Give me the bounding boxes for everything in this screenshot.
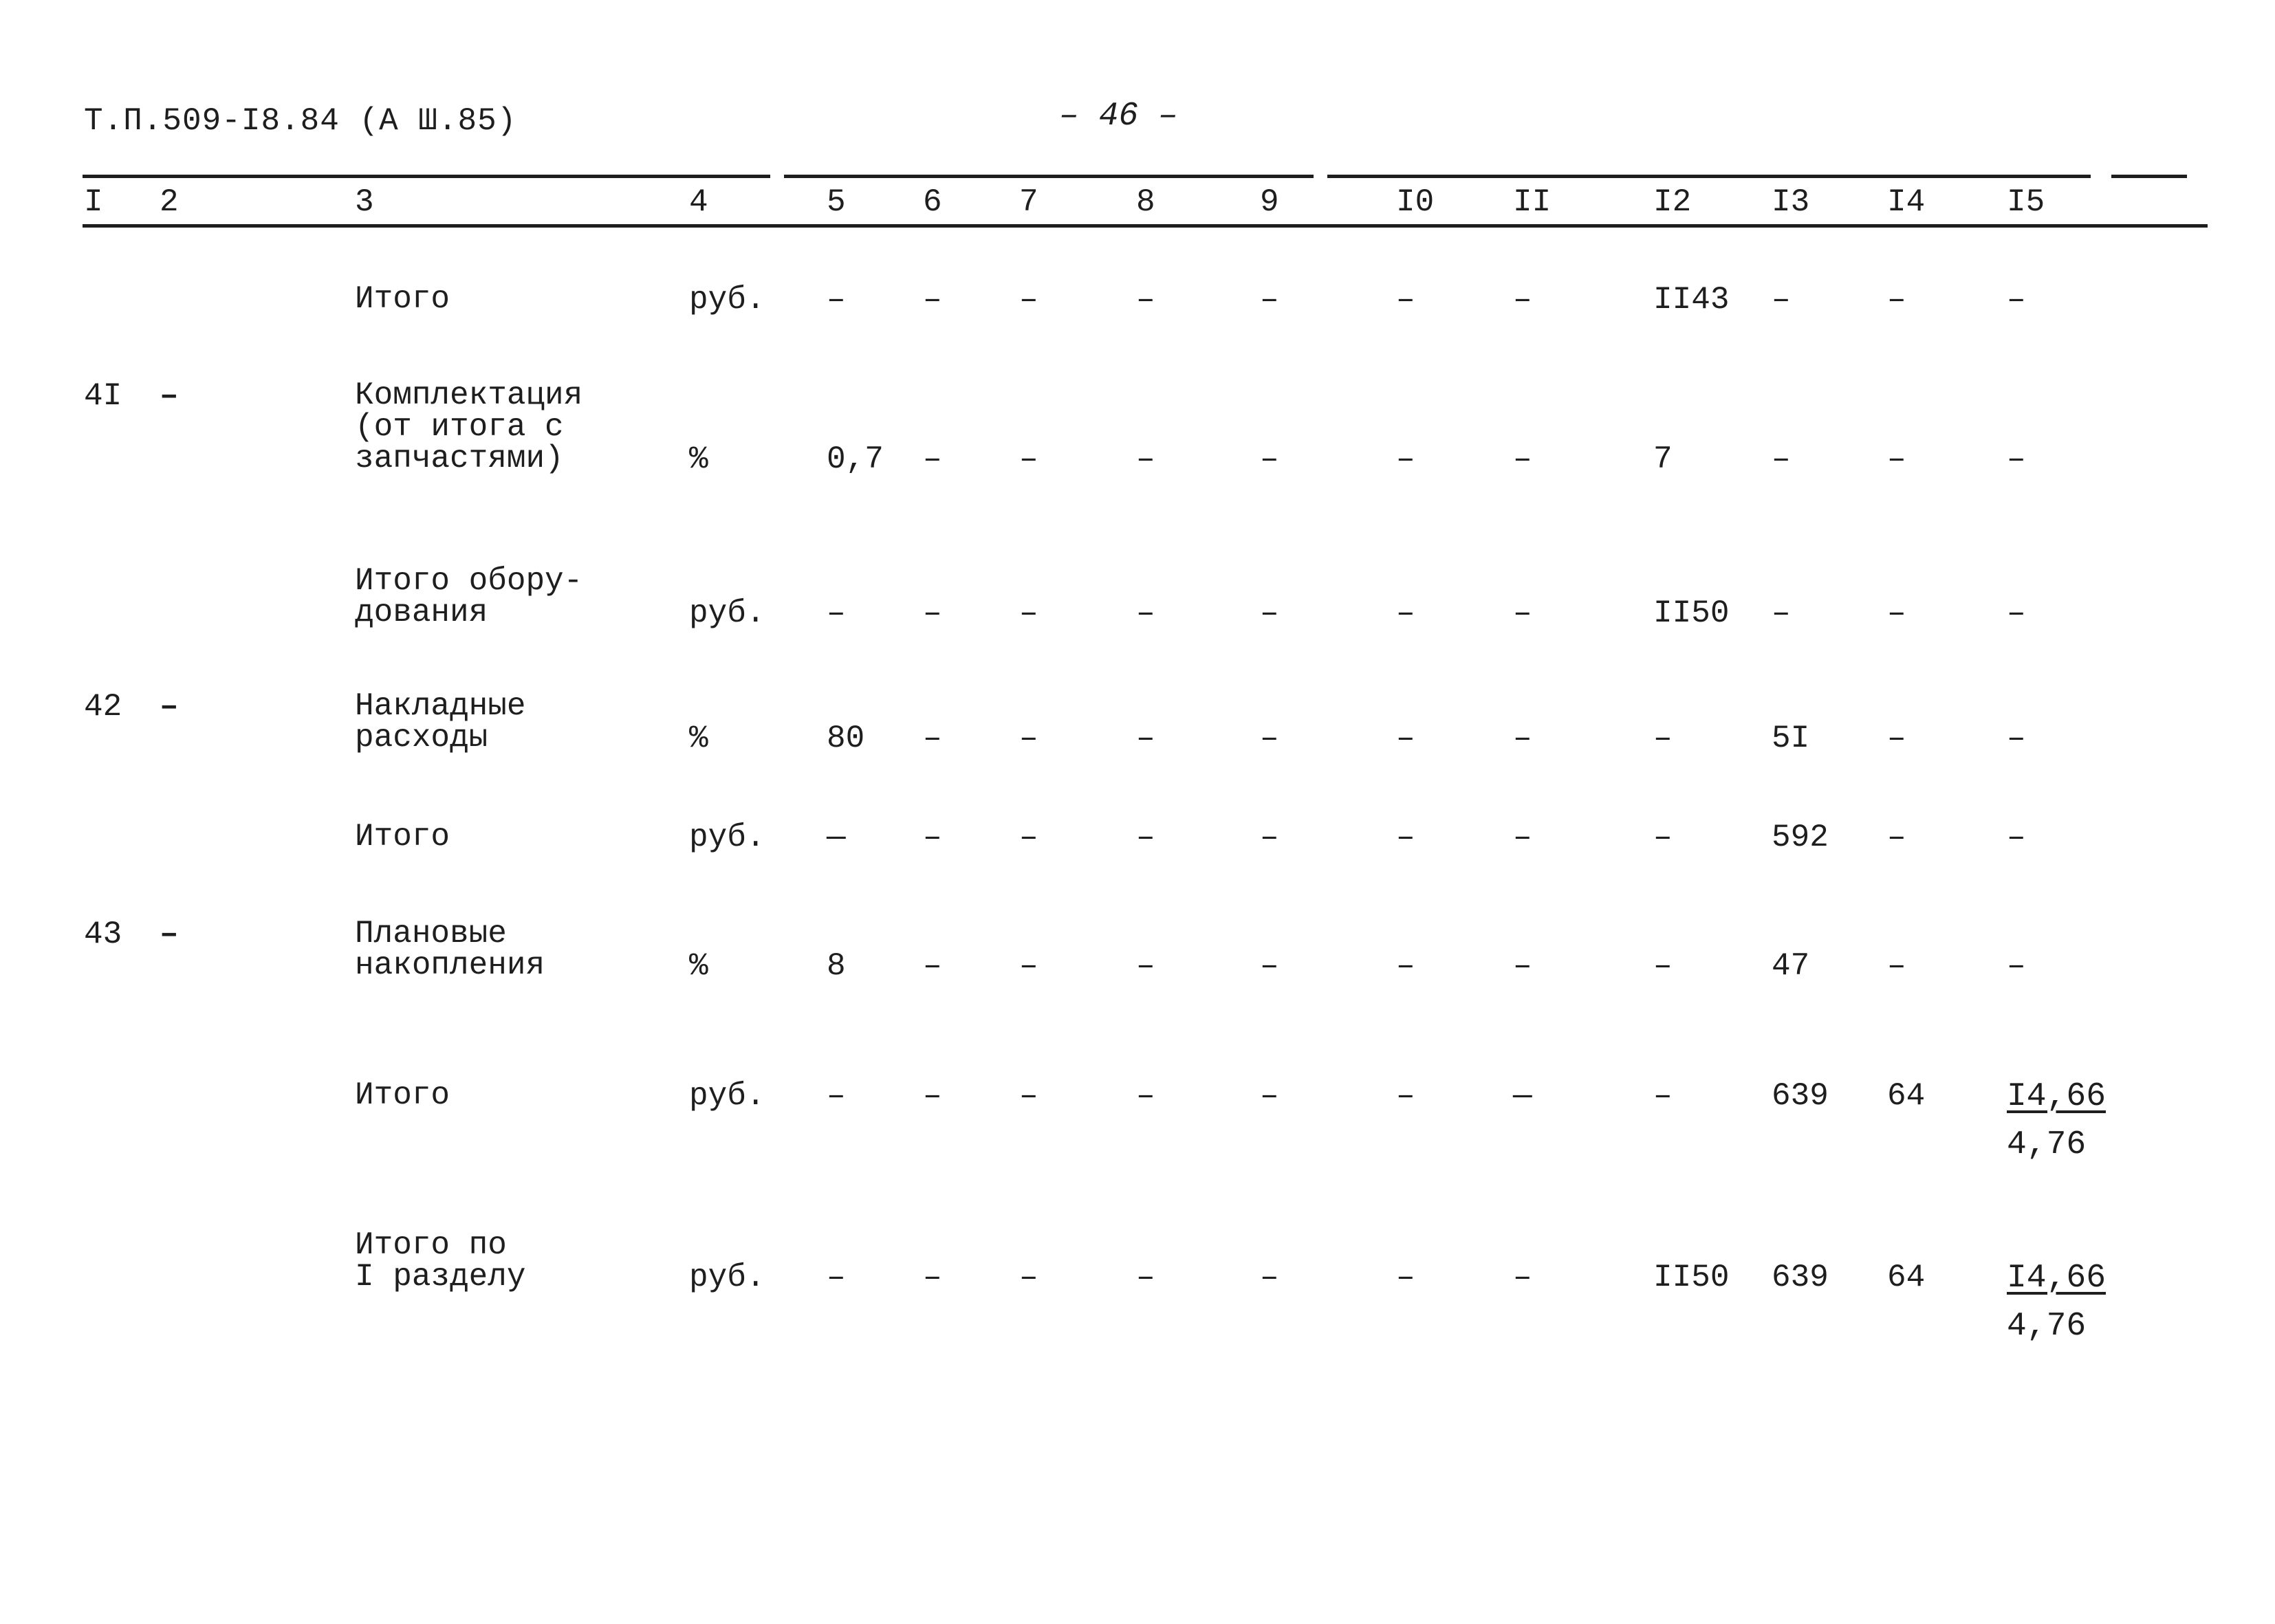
column-header-14: I4: [1887, 184, 1926, 220]
row-value-col-15: –: [2007, 595, 2026, 631]
row-value-col-15: –: [2007, 948, 2026, 984]
row-name: Итого: [355, 281, 450, 317]
row-value-col-8: –: [1136, 282, 1155, 318]
column-header-4: 4: [689, 184, 708, 220]
row-value-col-12: –: [1653, 1078, 1673, 1114]
row-value-col-10: –: [1396, 595, 1415, 631]
row-value-col-7: –: [1019, 1078, 1038, 1114]
row-name: Плановые накопления: [355, 916, 545, 983]
row-value-col-11: –: [1513, 948, 1532, 984]
header-bottom-rule: [83, 224, 2208, 228]
row-value-col-9: –: [1260, 595, 1279, 631]
row-value-col-5: –: [827, 1078, 846, 1114]
row-name: Накладные расходы: [355, 688, 526, 756]
row-value-col-7: –: [1019, 595, 1038, 631]
column-header-13: I3: [1772, 184, 1810, 220]
row-value-col-15: –: [2007, 721, 2026, 756]
row-value-col-7: –: [1019, 441, 1038, 477]
row-unit: руб.: [689, 1260, 765, 1295]
row-unit: руб.: [689, 595, 765, 631]
row-name: Комплектация (от итога с запчастями): [355, 377, 583, 476]
row-value-col-13: –: [1772, 282, 1791, 318]
row-value-col-14: –: [1887, 820, 1906, 855]
row-code: –: [160, 917, 179, 952]
row-value-col-6: –: [923, 1260, 942, 1295]
row-name: Итого: [355, 1077, 450, 1113]
column-header-5: 5: [827, 184, 846, 220]
column-header-3: 3: [355, 184, 374, 220]
row-unit: %: [689, 948, 708, 984]
row-value-col-13: 639: [1772, 1078, 1829, 1114]
row-value-col-6: –: [923, 595, 942, 631]
row-value-col-5: 8: [827, 948, 846, 984]
header-top-rule: [83, 175, 770, 178]
column-header-8: 8: [1136, 184, 1155, 220]
row-value-col-10: –: [1396, 282, 1415, 318]
row-value-col-13: 5I: [1772, 721, 1810, 756]
column-header-7: 7: [1019, 184, 1038, 220]
row-value-col-5: –: [827, 1260, 846, 1295]
row-value-col-14: –: [1887, 948, 1906, 984]
row-value-col-14: –: [1887, 595, 1906, 631]
row-value-col-15: –: [2007, 282, 2026, 318]
row-value-col-6: –: [923, 1078, 942, 1114]
column-header-12: I2: [1653, 184, 1692, 220]
row-value-col-13: –: [1772, 595, 1791, 631]
fraction-denominator: 4,76: [2007, 1308, 2087, 1345]
row-value-col-14: –: [1887, 282, 1906, 318]
row-value-col-9: –: [1260, 282, 1279, 318]
row-value-col-7: –: [1019, 282, 1038, 318]
row-value-col-12: –: [1653, 820, 1673, 855]
row-value-col-11: –: [1513, 441, 1532, 477]
fraction-value: [2007, 1254, 2106, 1350]
row-unit: руб.: [689, 282, 765, 318]
column-header-6: 6: [923, 184, 942, 220]
row-code: –: [160, 378, 179, 414]
column-header-11: II: [1513, 184, 1552, 220]
fraction-value: [2007, 1073, 2106, 1169]
row-value-col-7: –: [1019, 1260, 1038, 1295]
column-header-1: I: [84, 184, 103, 220]
row-value-col-11: –: [1513, 820, 1532, 855]
row-value-col-10: –: [1396, 441, 1415, 477]
row-value-col-13: –: [1772, 441, 1791, 477]
header-top-rule: [1327, 175, 2091, 178]
row-value-col-14: 64: [1887, 1078, 1926, 1114]
row-value-col-8: –: [1136, 721, 1155, 756]
row-name: Итого обору- дования: [355, 563, 583, 630]
row-value-col-5: –: [827, 282, 846, 318]
row-value-col-11: –: [1513, 595, 1532, 631]
row-value-col-10: –: [1396, 948, 1415, 984]
fraction-numerator: I4,66: [2007, 1078, 2107, 1115]
row-value-col-15: –: [2007, 820, 2026, 855]
row-value-col-12: II43: [1653, 282, 1730, 318]
row-value-col-6: –: [923, 721, 942, 756]
column-header-10: I0: [1396, 184, 1435, 220]
row-value-col-12: II50: [1653, 1260, 1730, 1295]
row-value-col-12: 7: [1653, 441, 1673, 477]
row-value-col-8: –: [1136, 820, 1155, 855]
document-code: Т.П.509-I8.84 (А Ш.85): [84, 103, 517, 139]
row-value-col-10: –: [1396, 1078, 1415, 1114]
row-value-col-8: –: [1136, 1260, 1155, 1295]
row-value-col-13: 639: [1772, 1260, 1829, 1295]
row-value-col-8: –: [1136, 1078, 1155, 1114]
header-top-rule: [784, 175, 1314, 178]
header-top-rule: [2111, 175, 2187, 178]
row-name: Итого по I разделу: [355, 1227, 526, 1295]
row-value-col-6: –: [923, 282, 942, 318]
row-value-col-13: 592: [1772, 820, 1829, 855]
row-value-col-5: 0,7: [827, 441, 884, 477]
page-number: – 46 –: [1059, 98, 1178, 135]
column-header-2: 2: [160, 184, 179, 220]
row-value-col-12: –: [1653, 721, 1673, 756]
fraction-denominator: 4,76: [2007, 1126, 2087, 1163]
row-value-col-9: –: [1260, 441, 1279, 477]
row-value-col-10: –: [1396, 1260, 1415, 1295]
row-value-col-14: –: [1887, 721, 1906, 756]
row-value-col-5: –: [827, 595, 846, 631]
row-name: Итого: [355, 819, 450, 855]
row-value-col-8: –: [1136, 948, 1155, 984]
row-number: 4I: [84, 378, 122, 414]
row-value-col-9: –: [1260, 721, 1279, 756]
fraction-numerator: I4,66: [2007, 1260, 2107, 1297]
column-header-9: 9: [1260, 184, 1279, 220]
row-value-col-14: 64: [1887, 1260, 1926, 1295]
row-unit: руб.: [689, 1078, 765, 1114]
row-value-col-9: –: [1260, 820, 1279, 855]
row-unit: %: [689, 721, 708, 756]
row-value-col-7: –: [1019, 948, 1038, 984]
row-value-col-10: –: [1396, 721, 1415, 756]
row-value-col-12: –: [1653, 948, 1673, 984]
row-value-col-7: –: [1019, 721, 1038, 756]
row-unit: руб.: [689, 820, 765, 855]
row-value-col-9: –: [1260, 948, 1279, 984]
row-value-col-12: II50: [1653, 595, 1730, 631]
row-value-col-10: –: [1396, 820, 1415, 855]
row-unit: %: [689, 441, 708, 477]
row-value-col-11: –: [1513, 1260, 1532, 1295]
row-value-col-6: –: [923, 441, 942, 477]
row-value-col-5: —: [827, 820, 846, 855]
row-value-col-5: 80: [827, 721, 865, 756]
row-value-col-6: –: [923, 948, 942, 984]
row-value-col-15: –: [2007, 441, 2026, 477]
row-value-col-8: –: [1136, 595, 1155, 631]
row-value-col-7: –: [1019, 820, 1038, 855]
column-header-15: I5: [2007, 184, 2045, 220]
row-value-col-9: –: [1260, 1078, 1279, 1114]
row-value-col-11: –: [1513, 282, 1532, 318]
row-value-col-11: —: [1513, 1078, 1532, 1114]
row-number: 42: [84, 689, 122, 725]
row-number: 43: [84, 917, 122, 952]
row-value-col-9: –: [1260, 1260, 1279, 1295]
row-value-col-8: –: [1136, 441, 1155, 477]
row-value-col-13: 47: [1772, 948, 1810, 984]
row-code: –: [160, 689, 179, 725]
row-value-col-11: –: [1513, 721, 1532, 756]
row-value-col-14: –: [1887, 441, 1906, 477]
row-value-col-6: –: [923, 820, 942, 855]
